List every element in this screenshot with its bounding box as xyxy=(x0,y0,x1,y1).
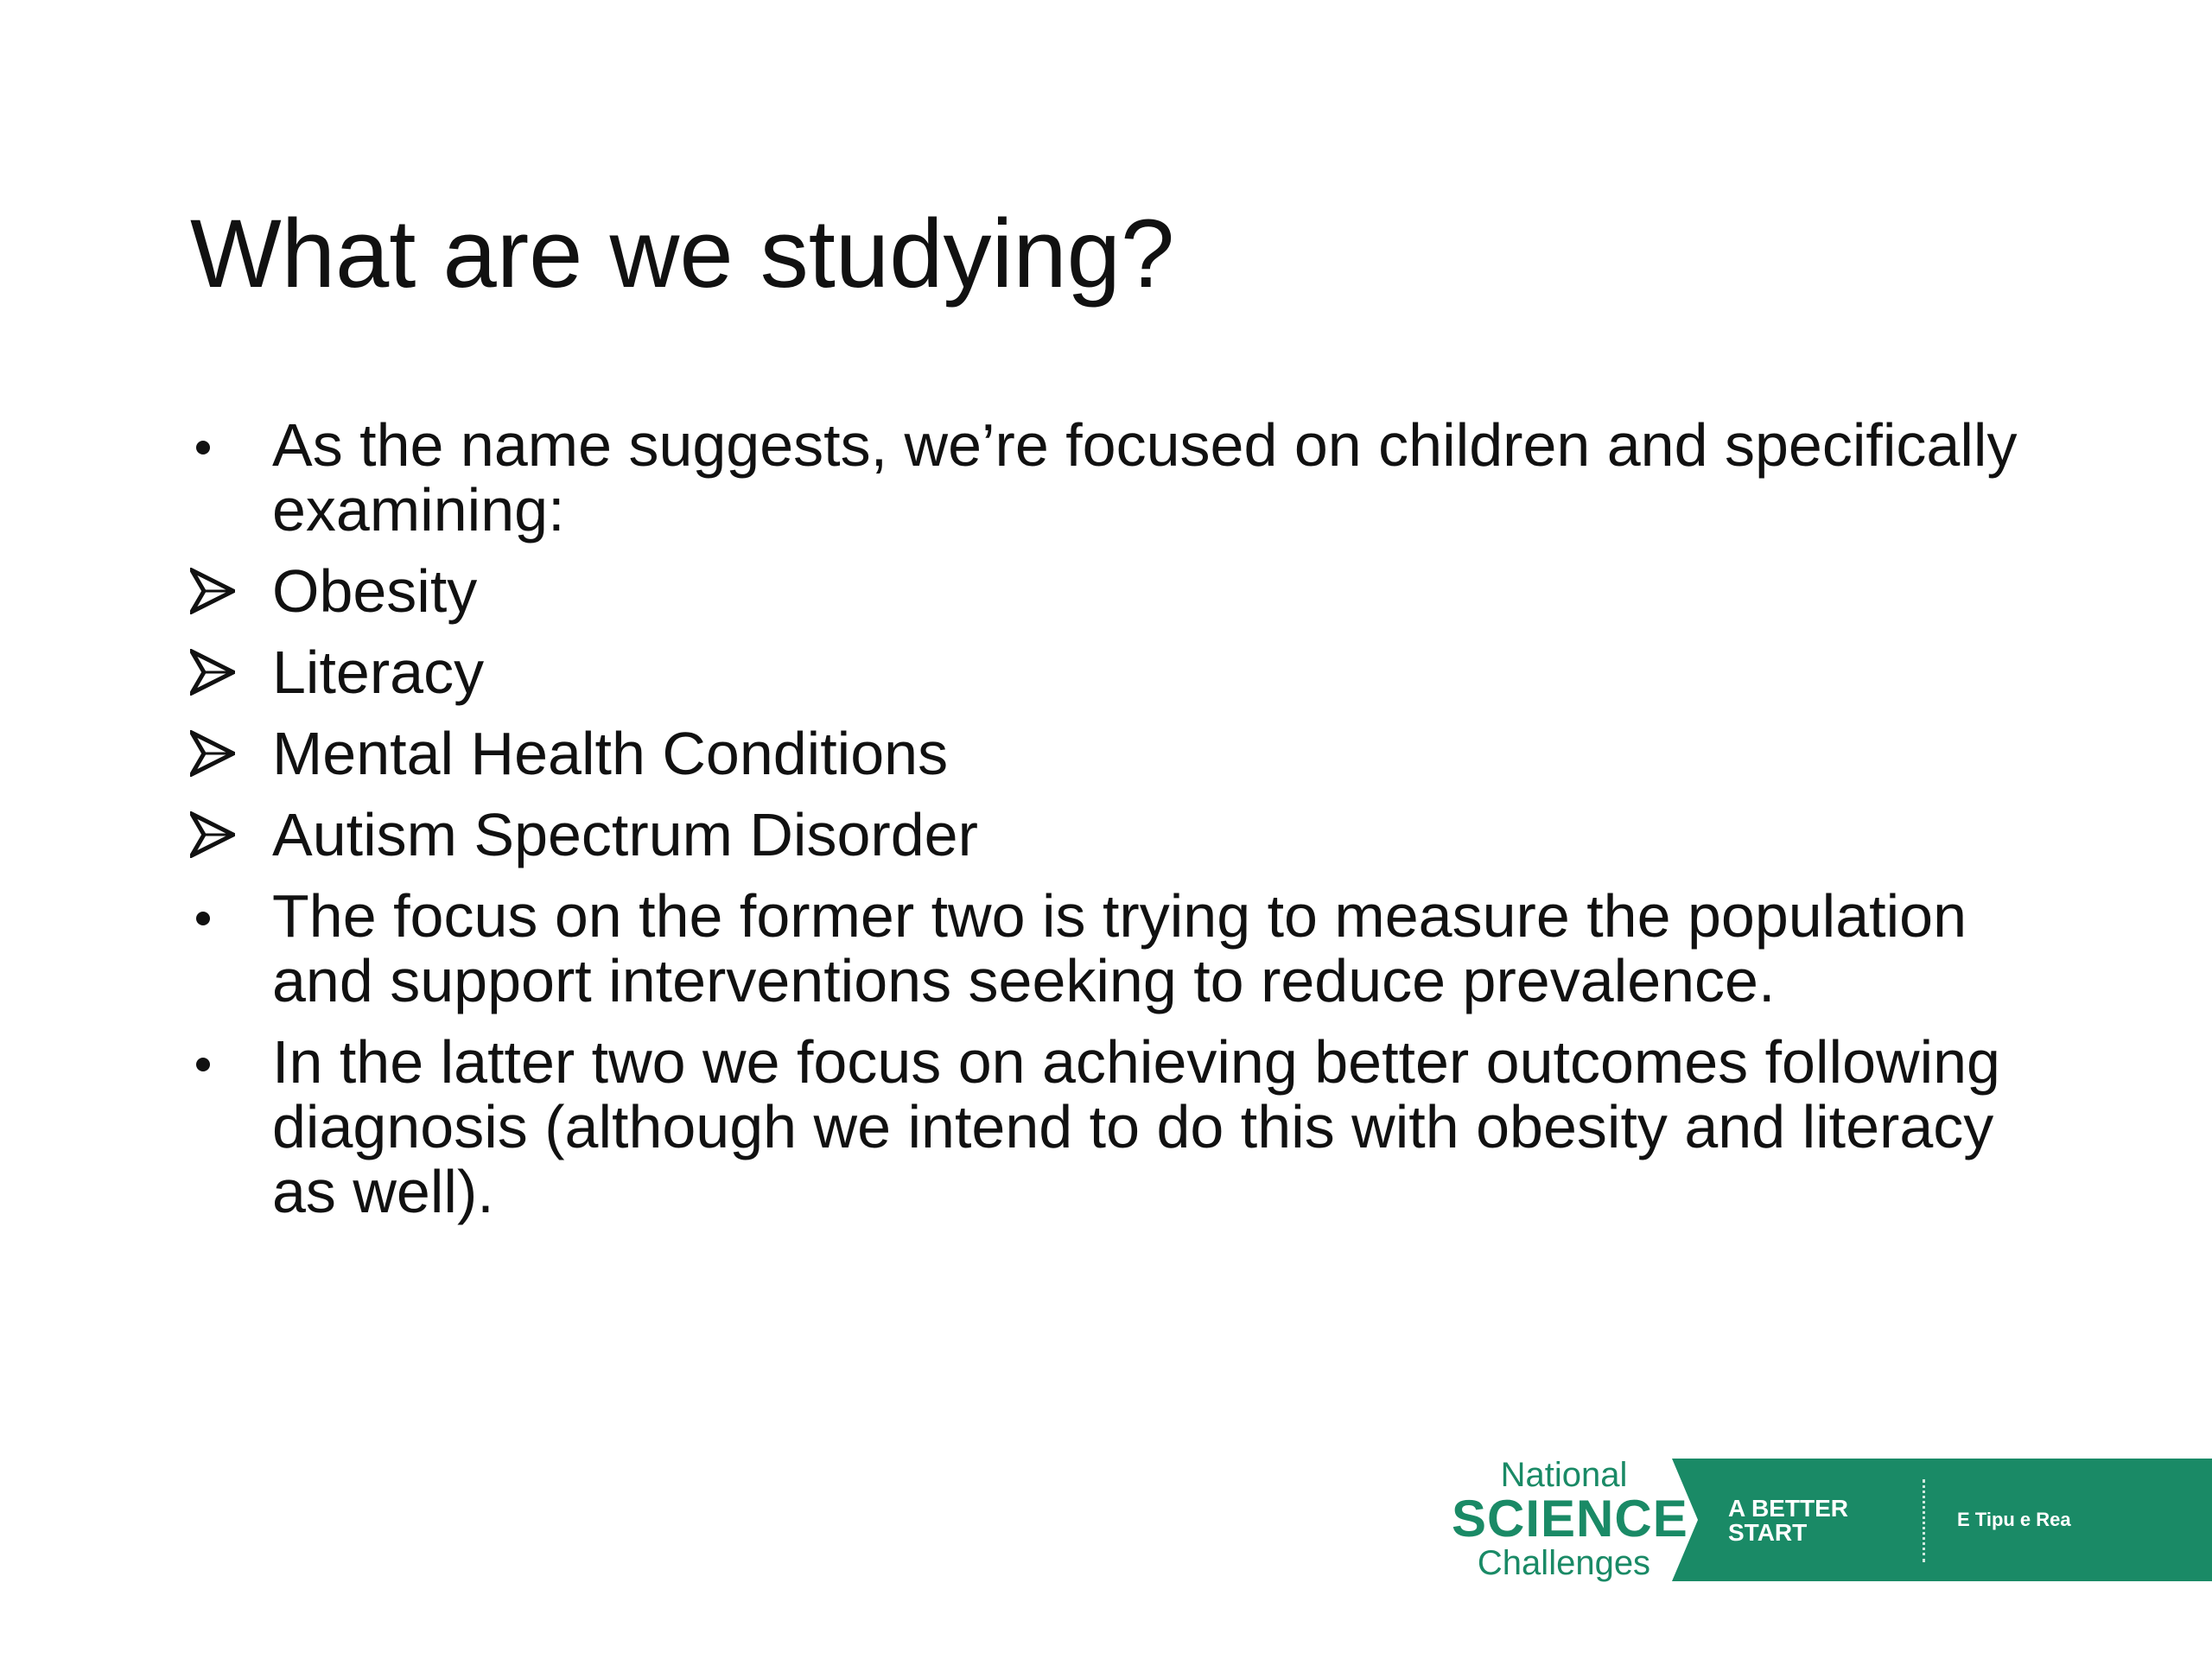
list-item-text: Obesity xyxy=(272,557,478,625)
logo-line-challenges: Challenges xyxy=(1477,1544,1651,1582)
band-divider xyxy=(1923,1479,1925,1562)
bullet-dot-icon xyxy=(181,884,251,949)
band-title-line1: A BETTER xyxy=(1728,1495,1848,1522)
list-item-text: As the name suggests, we’re focused on children and specifically examining: xyxy=(272,411,2018,543)
list-item xyxy=(181,721,2065,786)
arrow-bullet-icon xyxy=(181,721,251,786)
list-item xyxy=(181,803,2065,868)
arrow-bullet-icon xyxy=(181,559,251,624)
arrow-bullet-icon xyxy=(181,803,251,868)
list-item xyxy=(181,559,2065,624)
list-item-text: In the latter two we focus on achieving better outcomes following diagnosis (although we intend to do this with obesity and literacy as well). xyxy=(272,1028,2000,1225)
list-item-text: The focus on the former two is trying to measure the population and support interventions seeking to reduce prevalence. xyxy=(272,882,1967,1014)
arrow-bullet-icon xyxy=(181,640,251,705)
list-item xyxy=(181,640,2065,705)
list-item xyxy=(181,1030,2065,1224)
list-item-text: Literacy xyxy=(272,639,485,706)
list-item xyxy=(181,413,2065,543)
logo-line-national: National xyxy=(1500,1456,1628,1494)
logo-line-science: SCIENCE xyxy=(1452,1490,1688,1548)
national-science-challenges-logo xyxy=(1452,1455,2212,1585)
band-tagline: E Tipu e Rea xyxy=(1957,1509,2071,1530)
band-title-line2: START xyxy=(1728,1519,1808,1546)
list-item-text: Autism Spectrum Disorder xyxy=(272,801,978,868)
nsc-wordmark xyxy=(1452,1455,1688,1585)
a-better-start-band xyxy=(1672,1459,2212,1581)
list-item xyxy=(181,884,2065,1014)
list-item-text: Mental Health Conditions xyxy=(272,720,949,787)
bullet-list xyxy=(181,413,2065,1241)
bullet-dot-icon xyxy=(181,413,251,478)
slide-title: What are we studying? xyxy=(190,200,1175,308)
bullet-dot-icon xyxy=(181,1030,251,1095)
